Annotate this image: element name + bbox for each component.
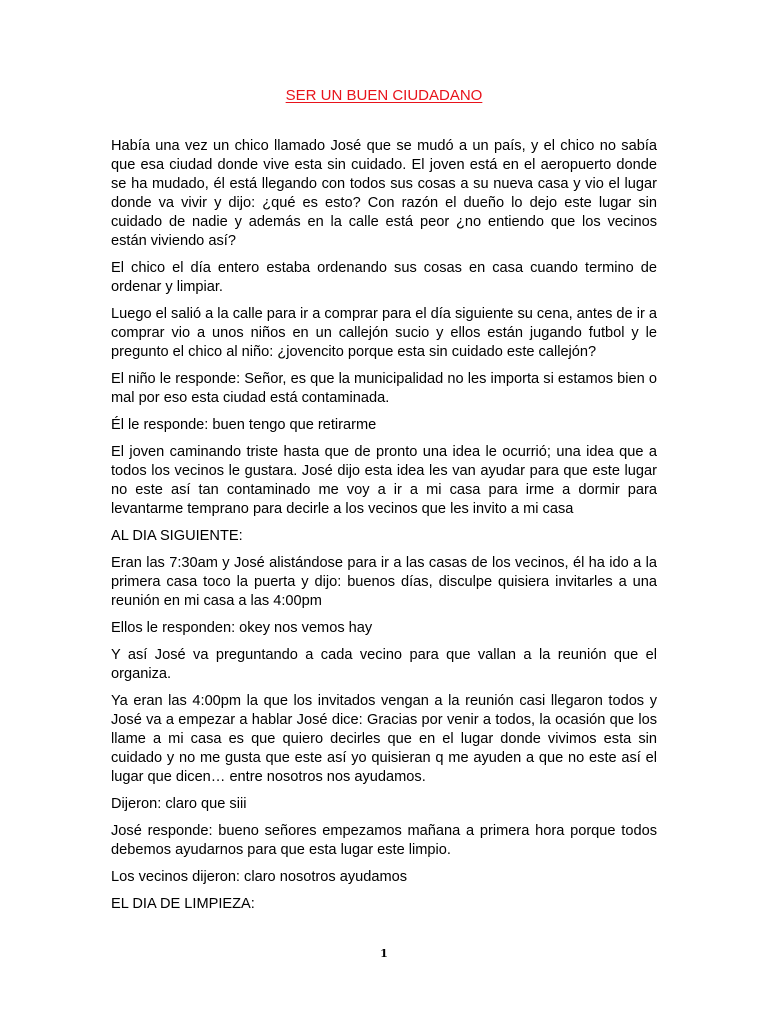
paragraph: El niño le responde: Señor, es que la municipalidad no les importa si estamos bien o mal por eso esta ciudad está contaminada. bbox=[111, 371, 657, 406]
paragraph: Dijeron: claro que siii bbox=[111, 796, 247, 812]
page-number: 1 bbox=[380, 947, 388, 960]
section-heading: EL DIA DE LIMPIEZA: bbox=[111, 896, 255, 912]
paragraph: Eran las 7:30am y José alistándose para ir a las casas de los vecinos, él ha ido a la primera casa toco la puerta y dijo: buenos días, disculpe quisiera invitarles a una reunión en mi casa a las 4:00pm bbox=[111, 555, 657, 609]
paragraph: Él le responde: buen tengo que retirarme bbox=[111, 417, 377, 433]
document-title: SER UN BUEN CIUDADANO bbox=[285, 87, 483, 104]
paragraph: Ya eran las 4:00pm la que los invitados vengan a la reunión casi llegaron todos y José va a empezar a hablar José dice: Gracias por venir a todos, la ocasión que los llame a mi casa es que quiero decirles que en el lugar donde vivimos esta sin cuidado y no me gusta que este así yo quisieran q me ayuden a que no este así el lugar que dicen… entre nosotros nos ayudamos. bbox=[111, 693, 657, 785]
document-body bbox=[111, 137, 657, 922]
paragraph: Ellos le responden: okey nos vemos hay bbox=[111, 620, 373, 636]
paragraph: El chico el día entero estaba ordenando sus cosas en casa cuando termino de ordenar y limpiar. bbox=[111, 260, 657, 295]
section-heading: AL DIA SIGUIENTE: bbox=[111, 528, 243, 544]
paragraph: Luego el salió a la calle para ir a comprar para el día siguiente su cena, antes de ir a comprar vio a unos niños en un callejón sucio y ellos están jugando futbol y le pregunto el chico al niño: ¿jovencito porque esta sin cuidado este callejón? bbox=[111, 306, 657, 360]
paragraph: El joven caminando triste hasta que de pronto una idea le ocurrió; una idea que a todos los vecinos le gustara. José dijo esta idea les van ayudar para que este lugar no este así tan contaminado me voy a ir a mi casa para irme a dormir para levantarme temprano para decirle a los vecinos que les invito a mi casa bbox=[111, 444, 657, 517]
paragraph: José responde: bueno señores empezamos mañana a primera hora porque todos debemos ayudarnos para que esta lugar este limpio. bbox=[111, 823, 657, 858]
paragraph: Y así José va preguntando a cada vecino para que vallan a la reunión que el organiza. bbox=[111, 647, 657, 682]
paragraph: Los vecinos dijeron: claro nosotros ayudamos bbox=[111, 869, 408, 885]
paragraph: Había una vez un chico llamado José que se mudó a un país, y el chico no sabía que esa ciudad donde vive esta sin cuidado. El joven está en el aeropuerto donde se ha mudado, él está llegando con todos sus cosas a su nueva casa y vio el lugar donde va vivir y dijo: ¿qué es esto? Con razón el dueño lo dejo este lugar sin cuidado de nadie y además en la calle está peor ¿no entiendo que los vecinos están viviendo así? bbox=[111, 138, 657, 249]
